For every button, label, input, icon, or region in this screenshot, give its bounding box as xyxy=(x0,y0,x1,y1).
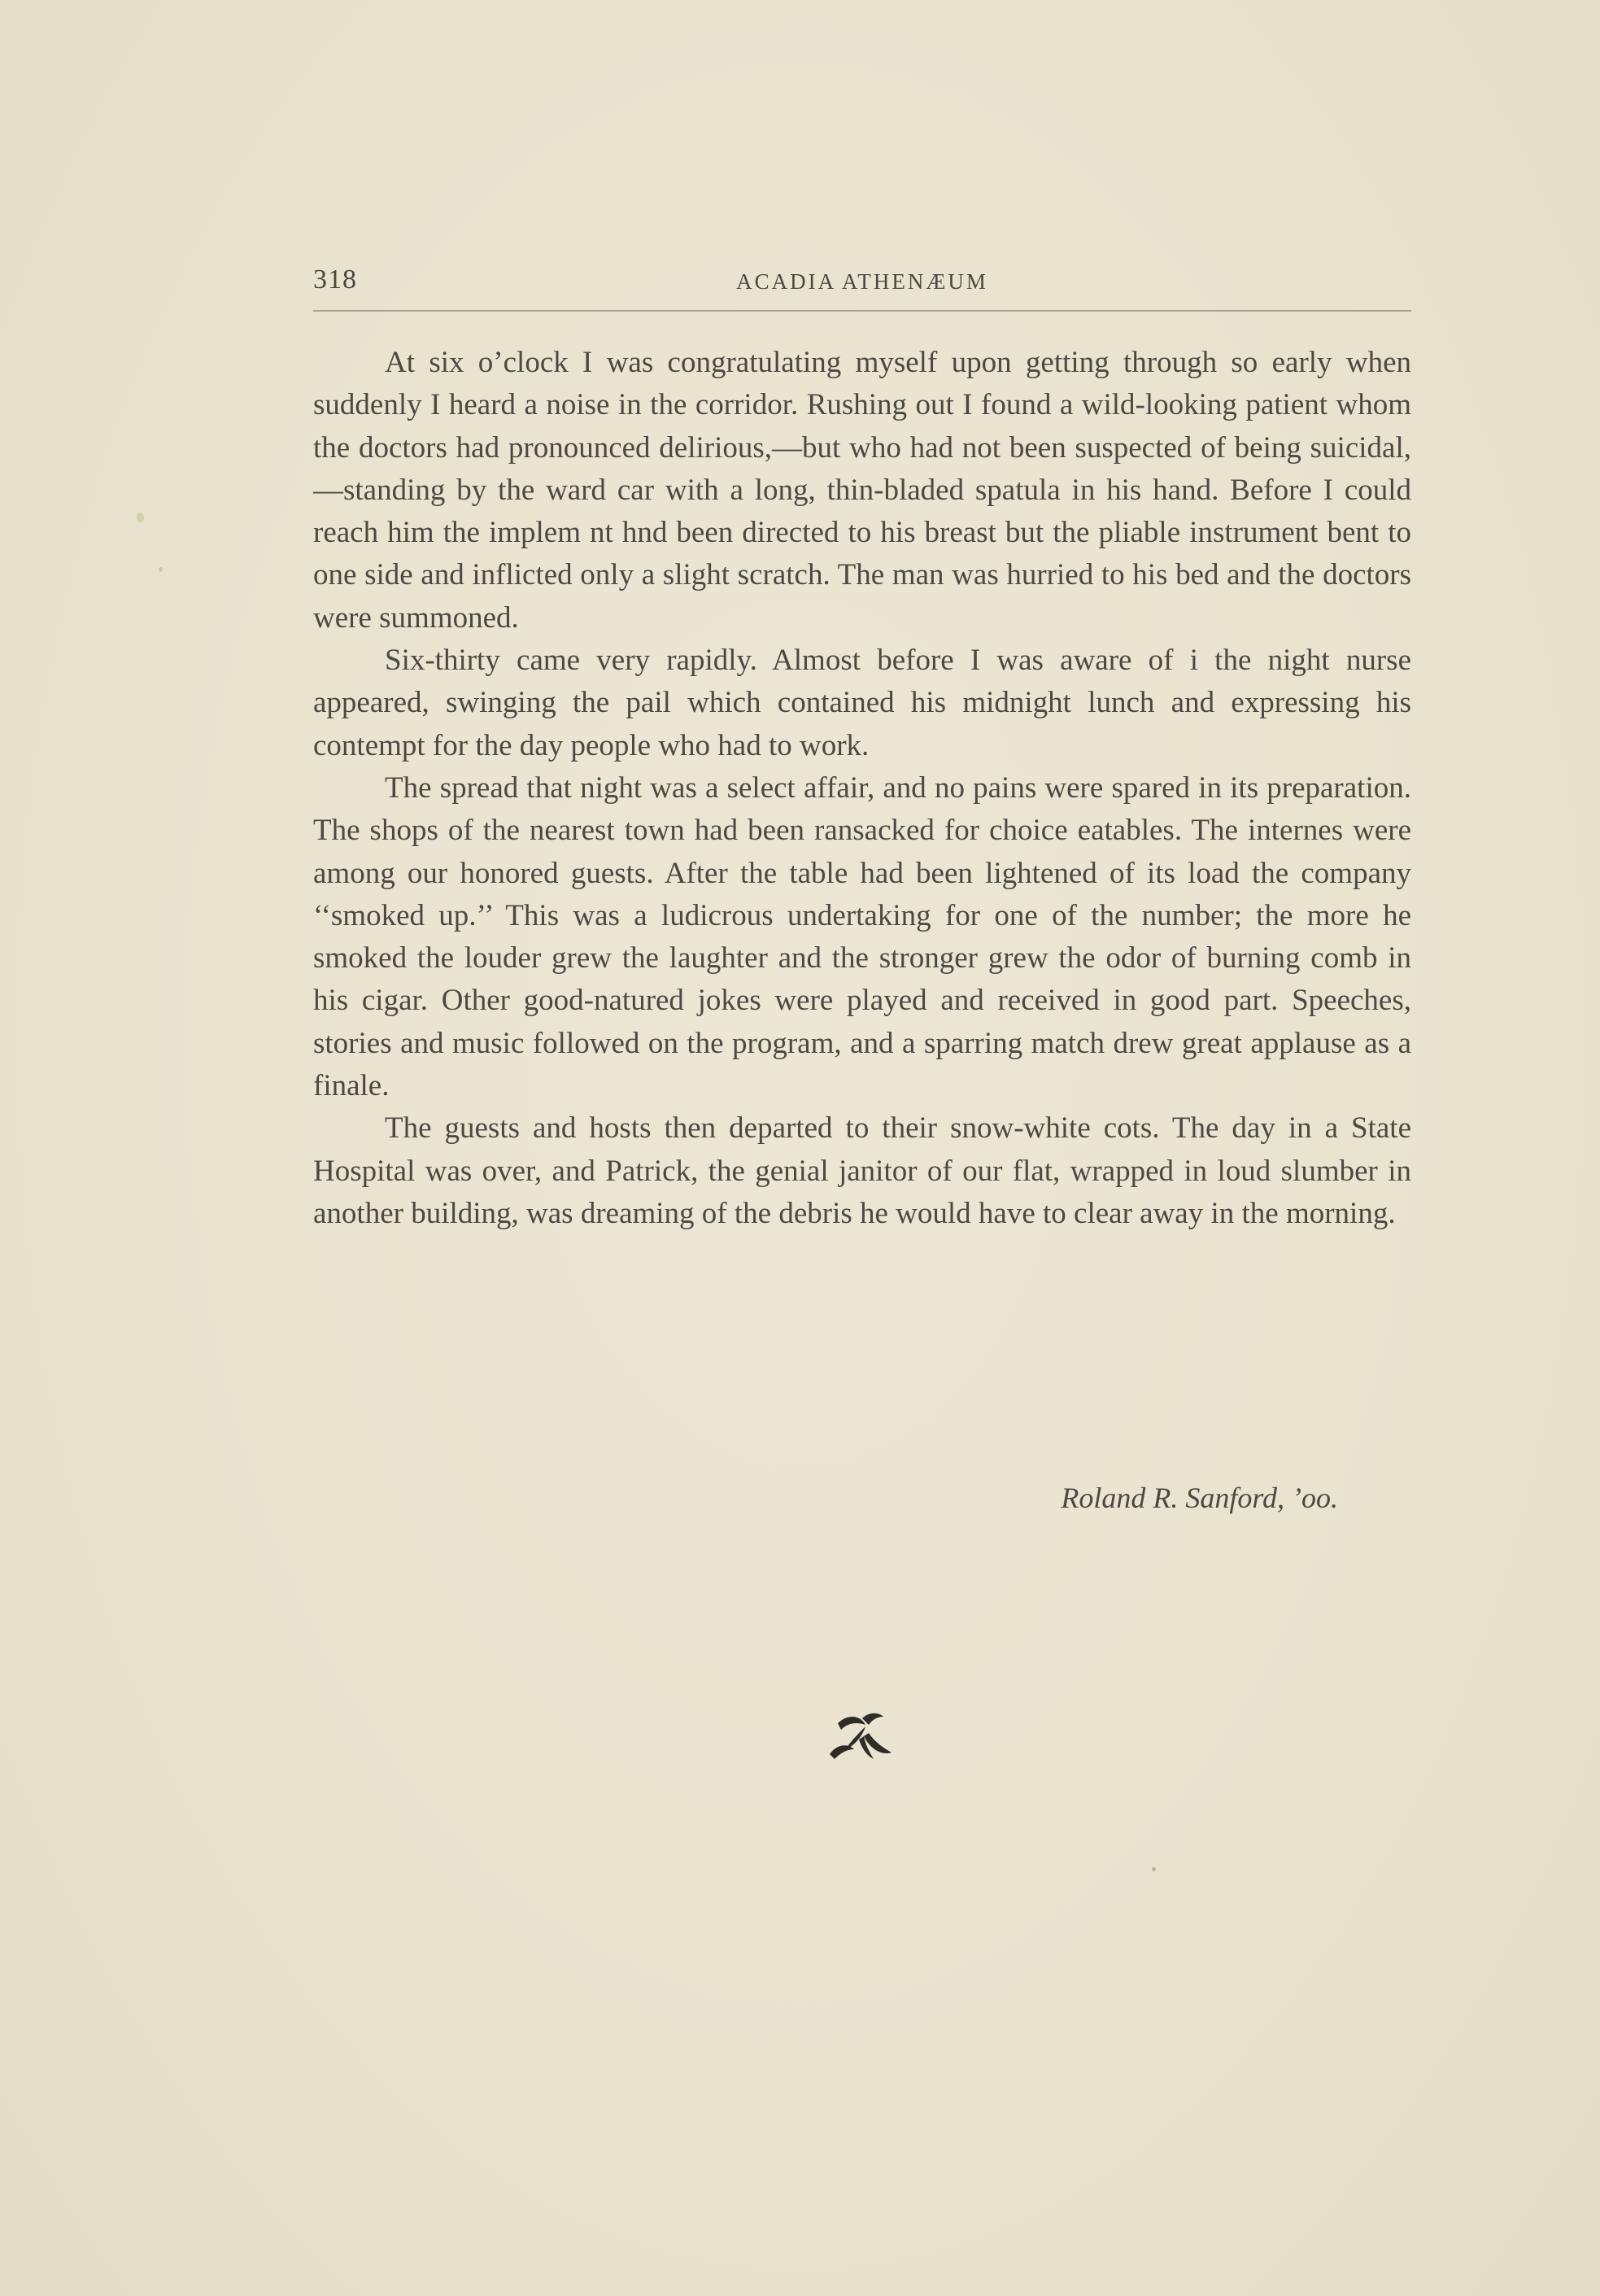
fleuron-ornament-icon xyxy=(823,1709,896,1766)
paper-speck xyxy=(137,513,144,522)
page-header xyxy=(313,264,1411,309)
paragraph: The guests and hosts then departed to their snow-white cots. The day in a State Hospital was over, and Patrick, the genial janitor of our flat, wrapped in loud slumber in another building, was dreaming of the debris he would have to clear away in the morning. xyxy=(313,1111,1411,1230)
paragraph: The spread that night was a select affair, and no pains were spared in its preparation. The shops of the nearest town had been ransacked for choice eatables. The internes were among our honored guests. After the table had been lightened of its load the company ‘‘smoked up.’’ This was a ludicrous undertaking for one of the number; the more he smoked the louder grew the laughter and the stronger grew the odor of burning comb in his cigar. Other good-natured jokes were played and received in good part. Speeches, stories and music followed on the program, and a sparring match drew great applause as a finale. xyxy=(313,770,1411,1103)
paper-speck xyxy=(1152,1867,1156,1871)
paragraph: Six-thirty came very rapidly. Almost before I was aware of i the night nurse appeared, swinging the pail which contained his midnight lunch and expressing his contempt for the day people who had to work. xyxy=(313,644,1411,762)
header-rule xyxy=(313,310,1411,312)
article-body xyxy=(313,342,1411,1235)
author-signature: Roland R. Sanford, ’oo. xyxy=(1061,1482,1338,1514)
running-head: ACADIA ATHENÆUM xyxy=(736,269,988,294)
paper-speck xyxy=(159,567,163,572)
page-number: 318 xyxy=(313,264,357,295)
paragraph: At six o’clock I was congratulating myself upon getting through so early when suddenly I heard a noise in the corridor. Rushing out I found a wild-looking patient whom the doctors had pronounced delirious,—but who had not been suspected of being suicidal,—standing by the ward car with a long, thin-bladed spatula in his hand. Before I could reach him the implem nt hnd been directed to his breast but the pliable instrument bent to one side and inflicted only a slight scratch. The man was hurried to his bed and the doctors were summoned. xyxy=(313,346,1411,635)
